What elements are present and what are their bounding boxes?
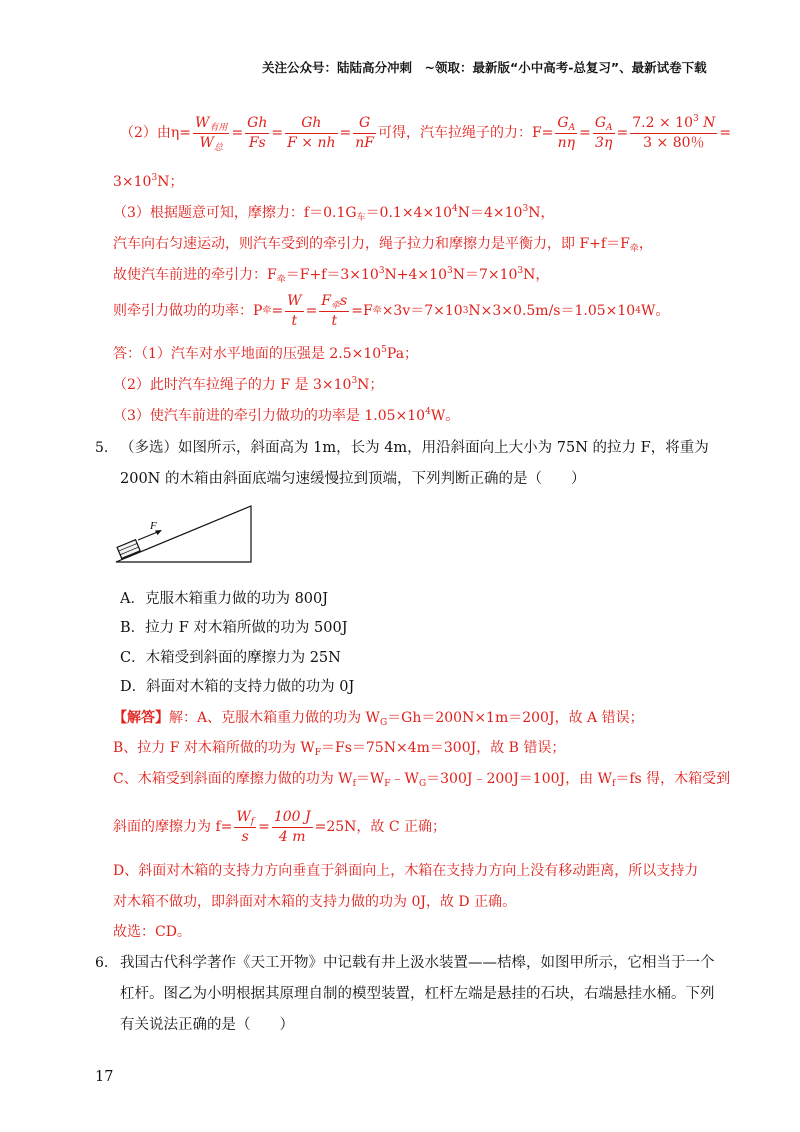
wooden-box xyxy=(117,540,140,559)
incline-figure xyxy=(110,500,260,570)
solution-5-c-line1: C、木箱受到斜面的摩擦力做的功为 $W_f=W_F﹣W_G=300J﹣200J=100J$，由 $W_f=fs$ 得，木箱受到 xyxy=(113,771,731,789)
incline-triangle xyxy=(116,506,251,562)
part3-power: 则牵引力做功的功率：P 牵 = $\frac{W}{t}$ = $\frac{F_牵s}{t}$ =F 牵 ×3v＝7×10 3 N×3×0.5m/s＝1.05×10 4 W。 xyxy=(113,292,670,329)
question-5-line2: 200N 的木箱由斜面底端匀速缓慢拉到顶端，下列判断正确的是（ ） xyxy=(120,471,586,487)
solution-4-part2-formula: （2）由η= $\frac{W_{有用}}{W_总}$ = $\frac{Gh}{Fs}$ = $\frac{Gh}{F \times nh}$ = $\frac{G}{nF}$ 可得，汽车拉绳子的力：F= $\frac{G_A}{n\eta}$ = $\frac{G_A}{3\eta}$ = $\frac{7.2 \times 10^3 N}{3 \times 80\%}$ = xyxy=(120,113,732,153)
fraction-gh-fs: $\frac{Gh}{Fs}$ xyxy=(247,114,268,151)
part3-balance: 汽车向右匀速运动，则汽车受到的牵引力，绳子拉力和摩擦力是平衡力，即 $F+f=F_牵$， xyxy=(113,236,653,254)
fraction-numeric: $\frac{7.2 \times 10^3 N}{3 \times 80\%}$ xyxy=(632,113,716,151)
part3-traction: 故使汽车前进的牵引力：$F_牵=F+f=3\times 10^3N+4\times 10^3N=7\times 10^3N$， xyxy=(113,266,550,285)
option-b: B．拉力 F 对木箱所做的功为 500J xyxy=(120,620,348,636)
part2-result: $3\times 10^3N$； xyxy=(113,173,184,190)
fraction-w-t: $\frac{W}{t}$ xyxy=(287,292,302,329)
fraction-fs-t: $\frac{F_牵s}{t}$ xyxy=(321,292,348,329)
solution-5-c-line2: 斜面的摩擦力为 f= $\frac{W_f}{s}$ = $\frac{100 J}{4 m}$ =25N，故 C 正确； xyxy=(113,808,447,845)
solution-5-choice: 故选：CD。 xyxy=(113,924,191,940)
part2-mid-text: 可得，汽车拉绳子的力：F= xyxy=(377,125,554,141)
fraction-gh-fnh: $\frac{Gh}{F \times nh}$ xyxy=(287,114,336,151)
force-label: F xyxy=(150,520,157,532)
fraction-efficiency-definition: $\frac{W_{有用}}{W_总}$ xyxy=(195,114,228,153)
solution-5-b: B、拉力 F 对木箱所做的功为 $W_F=Fs=75N\times 4m=300J$，故 B 错误； xyxy=(113,740,566,758)
solution-5-d-line2: 对木箱不做功，即斜面对木箱的支持力做的功为 0J，故 D 正确。 xyxy=(113,894,517,910)
fraction-g-nf: $\frac{G}{nF}$ xyxy=(355,114,374,151)
solution-5-d-line1: D、斜面对木箱的支持力方向垂直于斜面向上，木箱在支持力方向上没有移动距离，所以支持力 xyxy=(113,863,699,879)
page-number: 17 xyxy=(95,1069,114,1085)
part3-friction: （3）根据题意可知，摩擦力：$f=0.1G_车=0.1\times 4\times 10^4N=4\times 10^3N$， xyxy=(113,204,555,223)
option-d: D．斜面对木箱的支持力做的功为 0J xyxy=(120,679,355,695)
answer-1: 答：（1）汽车对水平地面的压强是 $2.5\times 10^5Pa$； xyxy=(113,345,419,362)
option-a: A．克服木箱重力做的功为 800J xyxy=(120,591,329,607)
fraction-wf-s: $\frac{W_f}{s}$ xyxy=(236,808,255,845)
question-6-line3: 有关说法正确的是（ ） xyxy=(120,1017,294,1033)
question-6-number: 6. xyxy=(95,955,109,971)
question-5-line1: （多选）如图所示，斜面高为 1m，长为 4m，用沿斜面向上大小为 75N 的拉力 F，将重为 xyxy=(120,440,709,456)
question-5-number: 5. xyxy=(95,440,109,456)
part2-prefix: （2）由η= xyxy=(120,125,192,141)
fraction-ga-neta: $\frac{G_A}{n\eta}$ xyxy=(557,114,576,151)
answer-2: （2）此时汽车拉绳子的力 F 是 $3\times 10^3N$； xyxy=(113,376,384,393)
answer-3: （3）使汽车前进的牵引力做功的功率是 $1.05\times 10^4W$。 xyxy=(113,407,460,424)
solution-5-a: 【解答】解：A、克服木箱重力做的功为 $W_G=Gh=200N\times 1m=200J$，故 A 错误； xyxy=(113,710,644,728)
solution-tag: 【解答】 xyxy=(113,710,169,726)
question-6-line2: 杠杆。图乙为小明根据其原理自制的模型装置，杠杆左端是悬挂的石块，右端悬挂水桶。下列 xyxy=(120,986,715,1002)
fraction-ga-3eta: $\frac{G_A}{3\eta}$ xyxy=(594,114,613,151)
question-6-line1: 我国古代科学著作《天工开物》中记载有井上汲水装置——桔槔，如图甲所示，它相当于一个 xyxy=(120,955,715,971)
fraction-100j-4m: $\frac{100 J}{4 m}$ xyxy=(273,808,311,845)
page-header: 关注公众号：陆陆高分冲刺 ~领取：最新版“小中高考-总复习”、最新试卷下载 xyxy=(262,60,707,75)
option-c: C．木箱受到斜面的摩擦力为 25N xyxy=(120,650,341,666)
